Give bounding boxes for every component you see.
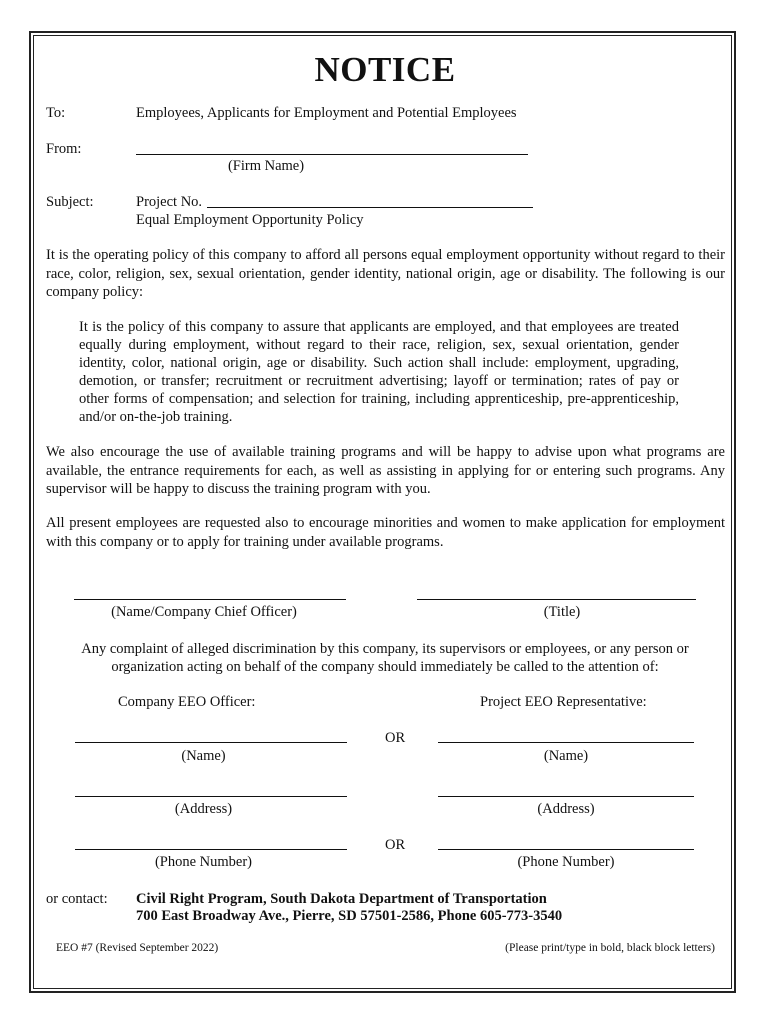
subject-label: Subject: [46, 194, 94, 210]
project-no-label: Project No. [136, 194, 203, 210]
policy-paragraph-3: We also encourage the use of available training programs and will be happy to advise upon what programs are available, the entrance requirements for each, as well as assisting in applying for or entering such programs. Any supervisor will be happy to discuss the training program with you. [46, 444, 725, 497]
phone-caption-left: (Phone Number) [154, 854, 253, 870]
name-caption-right: (Name) [543, 748, 589, 764]
contact-line-1: Civil Right Program, South Dakota Department of Transportation [136, 891, 547, 907]
company-eeo-officer-label: Company EEO Officer: [118, 694, 256, 710]
print-instructions: (Please print/type in bold, black block letters) [505, 942, 715, 954]
policy-paragraph-4: All present employees are requested also to encourage minorities and women to make application for employment with this company or to apply for training under available programs. [46, 515, 725, 550]
policy-paragraph-2: It is the policy of this company to assure that applicants are employed, and that employees are treated equally during employment, without regard to their race, religion, sex, sexual orientation, gender identity, color, national origin, age or disability. Such action shall include: employment, upgrading, demotion, or transfer; recruitment or recruitment advertising; layoff or termination; rates of pay or other forms of compensation; and selection for training, including apprenticeship, pre-apprenticeship, and/or on-the-job training. [79, 319, 679, 425]
project-eeo-address-field[interactable] [438, 796, 694, 797]
company-eeo-name-field[interactable] [75, 742, 347, 743]
chief-officer-signature-field[interactable] [74, 599, 346, 600]
or-separator-2: OR [385, 837, 406, 853]
project-no-field[interactable] [207, 207, 533, 208]
complaint-line-2: organization acting on behalf of the company should immediately be called to the attention of: [111, 659, 659, 675]
name-caption-left: (Name) [181, 748, 226, 764]
form-id: EEO #7 (Revised September 2022) [56, 942, 219, 954]
address-caption-left: (Address) [174, 801, 233, 817]
complaint-line-1: Any complaint of alleged discrimination by this company, its supervisors or employees, or any person or [81, 641, 689, 657]
title-caption: (Title) [543, 604, 581, 620]
or-separator-1: OR [385, 730, 406, 746]
contact-label: or contact: [46, 891, 108, 907]
to-value: Employees, Applicants for Employment and Potential Employees [136, 105, 517, 121]
chief-officer-caption: (Name/Company Chief Officer) [111, 604, 297, 620]
firm-name-field[interactable] [136, 154, 528, 155]
subject-policy: Equal Employment Opportunity Policy [136, 212, 364, 228]
phone-caption-right: (Phone Number) [517, 854, 615, 870]
policy-paragraph-1: It is the operating policy of this company to afford all persons equal employment opportunity without regard to their race, color, religion, sex, sexual orientation, gender identity, national origin, age or disability. The following is our company policy: [46, 247, 725, 300]
title-signature-field[interactable] [417, 599, 696, 600]
to-label: To: [46, 105, 66, 121]
company-eeo-phone-field[interactable] [75, 849, 347, 850]
firm-name-caption: (Firm Name) [227, 158, 305, 174]
project-eeo-name-field[interactable] [438, 742, 694, 743]
from-label: From: [46, 141, 82, 157]
contact-line-2: 700 East Broadway Ave., Pierre, SD 57501-2586, Phone 605-773-3540 [136, 908, 563, 924]
notice-title: NOTICE [314, 50, 456, 89]
project-eeo-phone-field[interactable] [438, 849, 694, 850]
page-border-inner [33, 35, 732, 989]
company-eeo-address-field[interactable] [75, 796, 347, 797]
address-caption-right: (Address) [537, 801, 595, 817]
project-eeo-rep-label: Project EEO Representative: [480, 694, 647, 710]
